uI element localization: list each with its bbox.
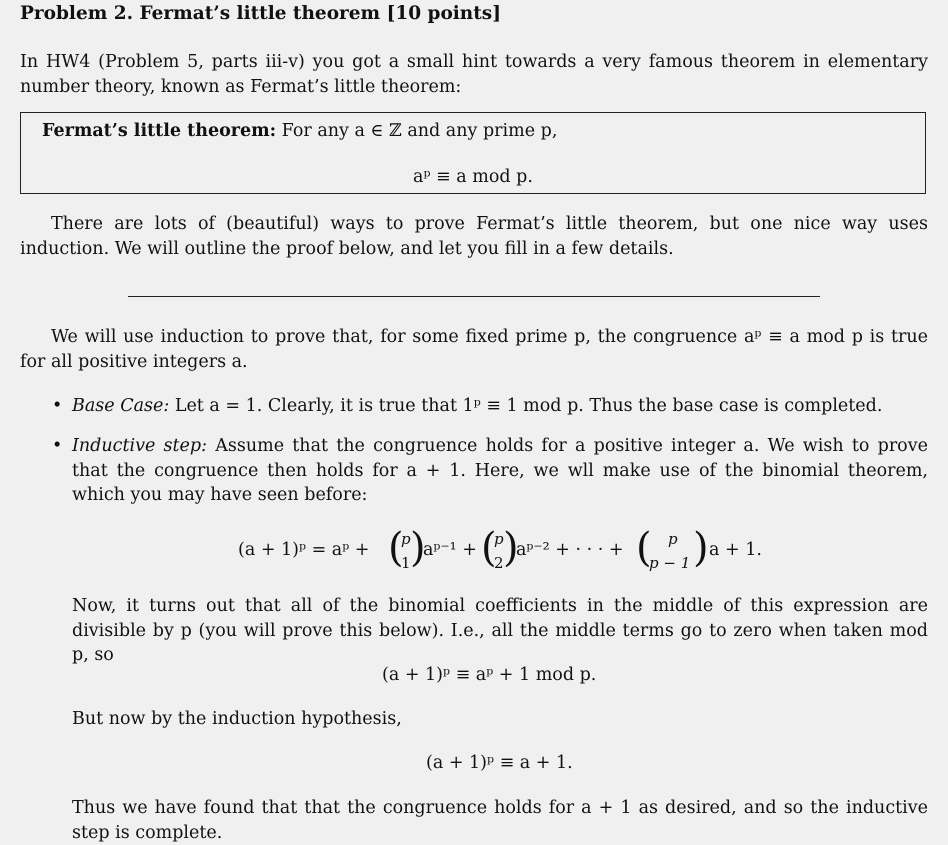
binomial-lhs: (a + 1)ᵖ = aᵖ + — [238, 540, 370, 560]
theorem-equation: aᵖ ≡ a mod p. — [413, 167, 533, 187]
theorem-label: Fermat’s little theorem: — [42, 121, 277, 141]
binom2-term: aᵖ⁻² + · · · + — [516, 540, 624, 560]
left-paren-icon: ( — [481, 525, 497, 571]
inductive-step-item — [72, 434, 928, 508]
equation-hypothesis: (a + 1)ᵖ ≡ a + 1. — [426, 753, 573, 773]
binom3-bottom: p − 1 — [649, 554, 691, 572]
right-paren-icon: ) — [503, 525, 519, 571]
binom1-top: p — [401, 530, 411, 548]
base-case-text: Let a = 1. Clearly, it is true that 1ᵖ ≡ 1 mod p. Thus the base case is completed. — [174, 396, 883, 416]
inductive-step-text: Assume that the congruence holds for a positive integer a. We wish to prove that the congruence then holds for a + 1. Here, we wll make use of the binomial theorem, which you may have seen before: — [72, 436, 928, 505]
theorem-statement-line — [42, 119, 557, 144]
binom3-top: p — [668, 530, 678, 548]
horizontal-rule — [128, 296, 820, 297]
paragraph-but-now: But now by the induction hypothesis, — [72, 709, 402, 729]
inductive-step-label: Inductive step: — [72, 436, 208, 456]
left-paren-icon: ( — [388, 525, 404, 571]
base-case-item — [72, 394, 928, 419]
right-paren-icon: ) — [410, 525, 426, 571]
paragraph-lots-of-ways: There are lots of (beautiful) ways to prove Fermat’s little theorem, but one nice way uses induction. We will outline the proof below, and let you fill in a few details. — [20, 214, 928, 259]
binom2-bottom: 2 — [494, 554, 504, 572]
intro-paragraph: In HW4 (Problem 5, parts iii-v) you got a small hint towards a very famous theorem in elementary number theory, known as Fermat’s little theorem: — [20, 52, 928, 97]
left-paren-icon: ( — [636, 525, 652, 571]
bullet-icon: • — [52, 436, 63, 456]
paragraph-now: Now, it turns out that all of the binomial coefficients in the middle of this expression are divisible by p (you will prove this below). I.e., all the middle terms go to zero when taken mod p, so — [72, 596, 928, 665]
equation-mod: (a + 1)ᵖ ≡ aᵖ + 1 mod p. — [382, 665, 597, 685]
paragraph-induction: We will use induction to prove that, for some fixed prime p, the congruence aᵖ ≡ a mod p is true for all positive integers a. — [20, 327, 928, 372]
bullet-icon: • — [52, 396, 63, 416]
problem-heading: Problem 2. Fermat’s little theorem [10 points] — [20, 3, 501, 24]
binom2-top: p — [494, 530, 504, 548]
base-case-label: Base Case: — [72, 396, 170, 416]
theorem-box — [20, 112, 926, 194]
binom1-term: aᵖ⁻¹ + — [423, 540, 477, 560]
theorem-statement: For any a ∈ ℤ and any prime p, — [281, 121, 558, 141]
paragraph-thus: Thus we have found that that the congruence holds for a + 1 as desired, and so the inductive step is complete. — [72, 798, 928, 843]
right-paren-icon: ) — [693, 525, 709, 571]
binomial-expansion — [238, 523, 778, 583]
binomial-tail: a + 1. — [709, 540, 762, 560]
binom1-bottom: 1 — [401, 554, 411, 572]
binomial-expansion-graphic — [238, 523, 778, 583]
